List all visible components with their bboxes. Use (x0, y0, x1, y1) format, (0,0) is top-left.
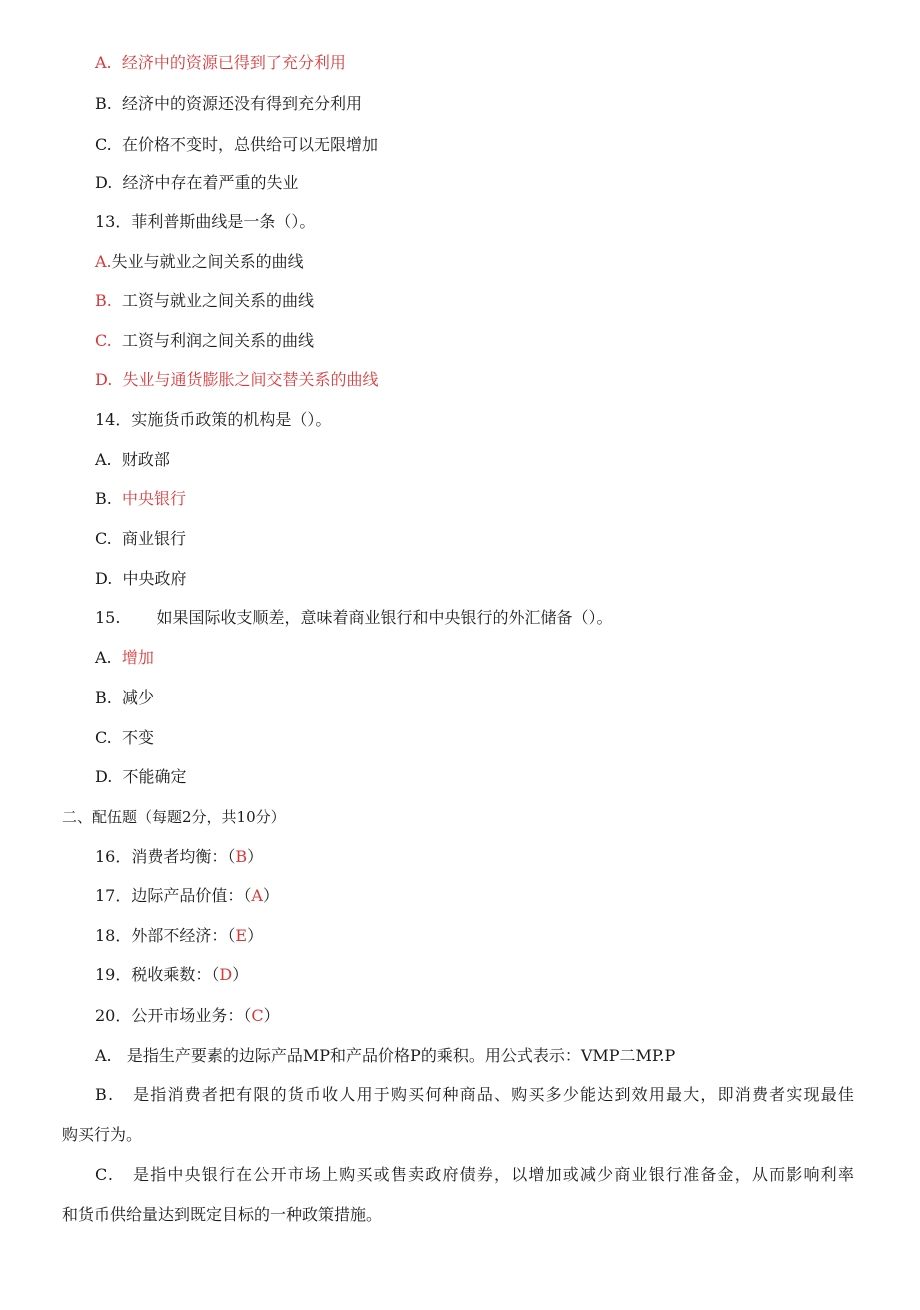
q14-stem: 14．实施货币政策的机构是（）。 (95, 410, 332, 429)
match-answer-19: D (219, 965, 233, 984)
q13-option-c: C. 工资与利润之间关系的曲线 (95, 331, 314, 350)
q12-option-a: A. 经济中的资源已得到了充分利用 (95, 53, 346, 72)
match-item-16: 16．消费者均衡：（B） (95, 847, 264, 866)
section-heading: 二、配伍题（每题2分，共10分） (62, 808, 286, 826)
definition-c-line1: C. 是指中央银行在公开市场上购买或售卖政府债券，以增加或减少商业银行准备金，从而影响利率 (95, 1165, 856, 1184)
q15-option-a: A. 增加 (95, 648, 154, 667)
q12-option-c: C. 在价格不变时，总供给可以无限增加 (95, 135, 378, 154)
match-answer-20: C (251, 1006, 264, 1025)
match-answer-18: E (235, 926, 248, 945)
match-answer-16: B (235, 847, 248, 866)
match-item-17: 17．边际产品价值：（A） (95, 886, 279, 905)
q14-option-d: D. 中央政府 (95, 569, 187, 588)
q13-stem: 13．菲利普斯曲线是一条（）。 (95, 212, 316, 231)
match-item-20: 20．公开市场业务：（C） (95, 1006, 280, 1025)
match-item-19: 19．税收乘数：（D） (95, 965, 249, 984)
q12-option-d: D. 经济中存在着严重的失业 (95, 173, 299, 192)
q13-option-a: A.失业与就业之间关系的曲线 (95, 252, 304, 271)
q15-option-c: C. 不变 (95, 728, 154, 747)
definition-b-line1: B. 是指消费者把有限的货币收人用于购买何种商品、购买多少能达到效用最大，即消费者实现最佳 (95, 1085, 856, 1104)
q14-option-c: C. 商业银行 (95, 529, 186, 548)
q12-option-b: B. 经济中的资源还没有得到充分利用 (95, 94, 363, 113)
q13-option-d: D. 失业与通货膨胀之间交替关系的曲线 (95, 370, 379, 389)
q14-option-a: A. 财政部 (95, 450, 170, 469)
definition-c-line2: 和货币供给量达到既定目标的一种政策措施。 (62, 1205, 383, 1224)
q15-option-d: D. 不能确定 (95, 767, 187, 786)
q13-option-b: B. 工资与就业之间关系的曲线 (95, 291, 315, 310)
match-answer-17: A (251, 886, 263, 905)
match-item-18: 18．外部不经济：（E） (95, 926, 264, 945)
q15-option-b: B. 减少 (95, 688, 155, 707)
definition-a: A. 是指生产要素的边际产品MP和产品价格P的乘积。用公式表示：VMP二MP.P (95, 1046, 676, 1065)
q15-stem: 15. 如果国际收支顺差，意味着商业银行和中央银行的外汇储备（）。 (95, 608, 613, 627)
definition-b-line2: 购买行为。 (62, 1125, 143, 1144)
q14-option-b: B. 中央银行 (95, 489, 187, 508)
